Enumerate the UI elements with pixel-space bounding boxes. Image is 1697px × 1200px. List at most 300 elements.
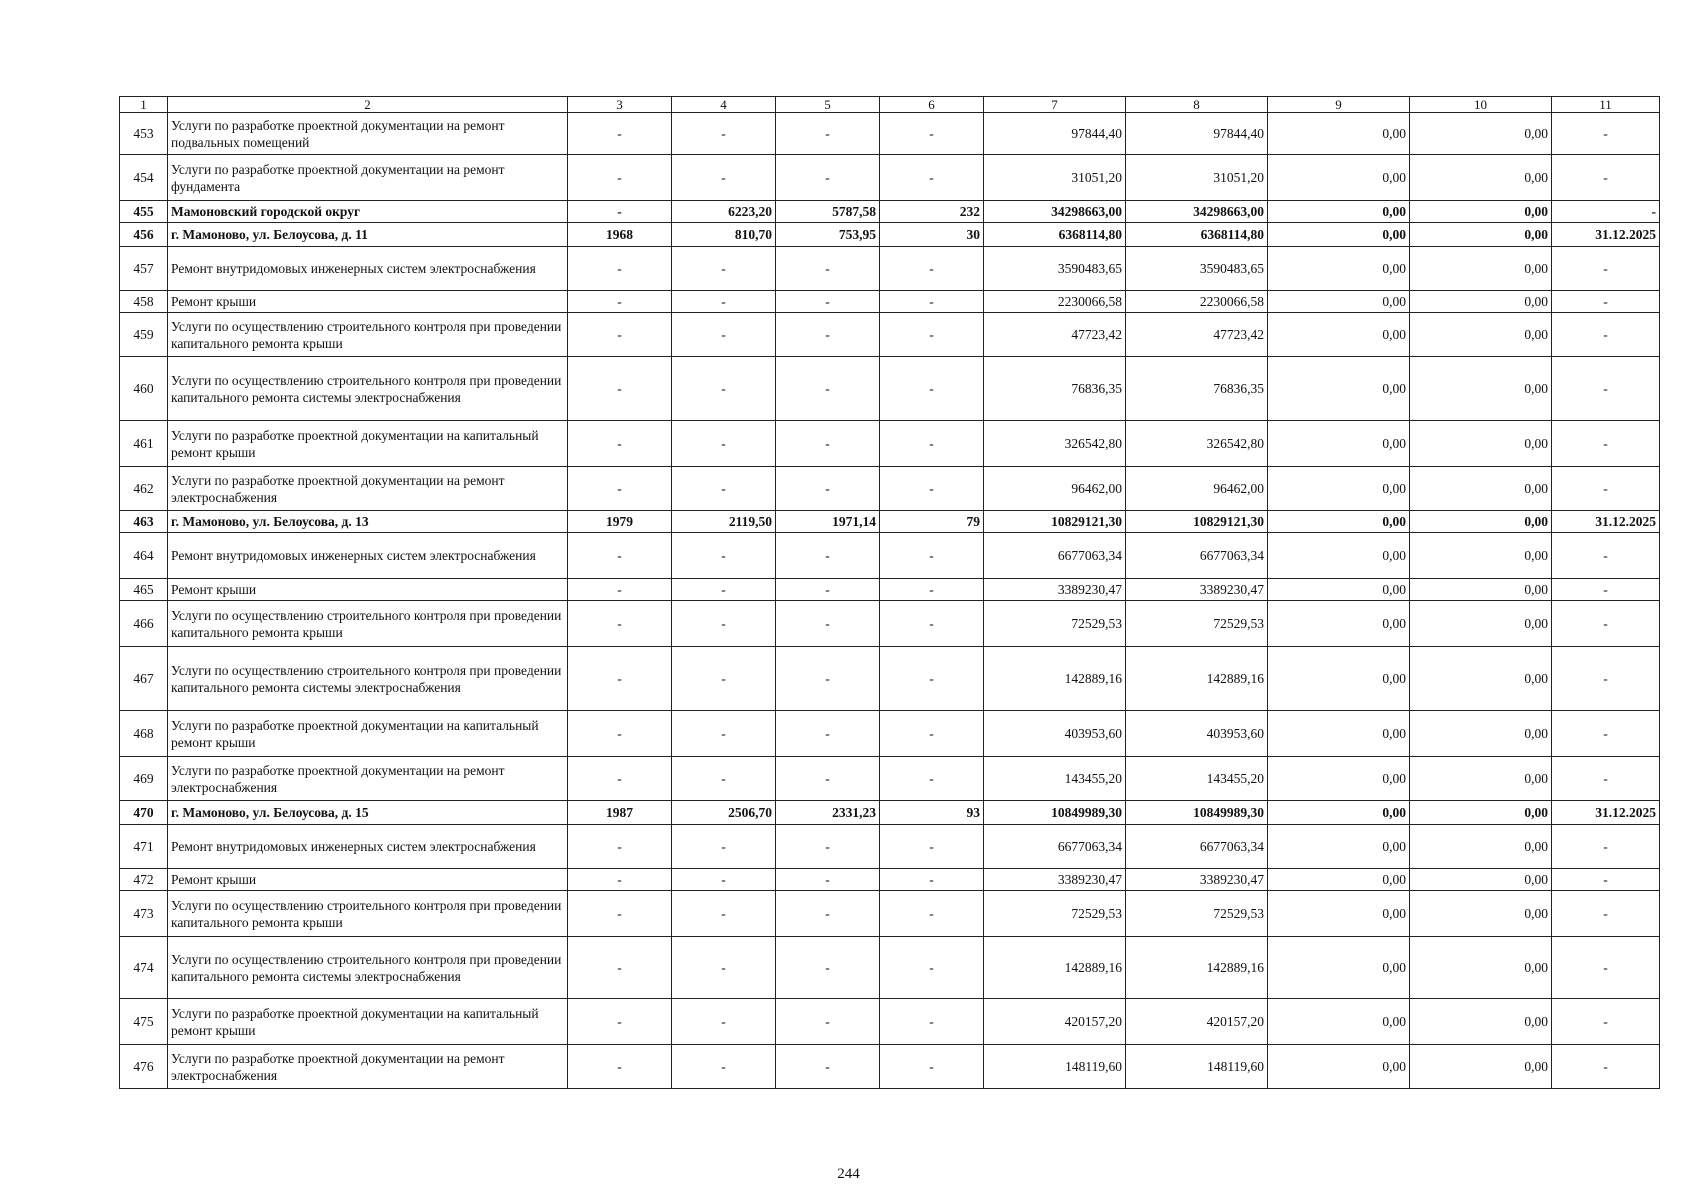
area-living-cell: - [776,113,880,155]
deadline-cell: - [1552,357,1660,421]
cost-budget-cell: 0,00 [1268,155,1410,201]
row-number-cell: 458 [120,291,168,313]
row-number-cell: 462 [120,467,168,511]
cost-owners-cell: 0,00 [1410,247,1552,291]
cost-fund-cell: 148119,60 [1126,1045,1268,1089]
cost-fund-cell: 3590483,65 [1126,247,1268,291]
area-living-cell: - [776,891,880,937]
area-total-cell: - [672,999,776,1045]
area-living-cell: - [776,825,880,869]
row-number-cell: 471 [120,825,168,869]
residents-cell: 30 [880,223,984,247]
row-number-cell: 473 [120,891,168,937]
cost-fund-cell: 96462,00 [1126,467,1268,511]
year-cell: - [568,247,672,291]
area-total-cell: - [672,357,776,421]
cost-owners-cell: 0,00 [1410,891,1552,937]
cost-fund-cell: 72529,53 [1126,891,1268,937]
cost-owners-cell: 0,00 [1410,801,1552,825]
cost-owners-cell: 0,00 [1410,201,1552,223]
cost-owners-cell: 0,00 [1410,711,1552,757]
year-cell: - [568,155,672,201]
cost-fund-cell: 6677063,34 [1126,825,1268,869]
column-header: 6 [880,97,984,113]
cost-fund-cell: 6368114,80 [1126,223,1268,247]
row-number-cell: 474 [120,937,168,999]
cost-fund-cell: 142889,16 [1126,647,1268,711]
cost-owners-cell: 0,00 [1410,937,1552,999]
area-living-cell: - [776,937,880,999]
cost-fund-cell: 2230066,58 [1126,291,1268,313]
work-name-cell: г. Мамоново, ул. Белоусова, д. 15 [168,801,568,825]
column-header: 4 [672,97,776,113]
year-cell: - [568,1045,672,1089]
work-name-cell: Услуги по осуществлению строительного контроля при проведении капитального ремонта крыши [168,601,568,647]
work-name-cell: Услуги по осуществлению строительного контроля при проведении капитального ремонта системы электроснабжения [168,937,568,999]
cost-budget-cell: 0,00 [1268,757,1410,801]
column-header: 7 [984,97,1126,113]
residents-cell: - [880,155,984,201]
table-row [120,113,1660,155]
cost-total-cell: 142889,16 [984,937,1126,999]
year-cell: 1987 [568,801,672,825]
cost-budget-cell: 0,00 [1268,223,1410,247]
table-row [120,801,1660,825]
cost-budget-cell: 0,00 [1268,511,1410,533]
deadline-cell: - [1552,937,1660,999]
table-row [120,201,1660,223]
area-total-cell: - [672,647,776,711]
work-name-cell: Ремонт внутридомовых инженерных систем электроснабжения [168,533,568,579]
cost-fund-cell: 76836,35 [1126,357,1268,421]
area-total-cell: - [672,467,776,511]
cost-owners-cell: 0,00 [1410,579,1552,601]
cost-total-cell: 148119,60 [984,1045,1126,1089]
table-row [120,601,1660,647]
cost-budget-cell: 0,00 [1268,291,1410,313]
work-name-cell: Ремонт внутридомовых инженерных систем электроснабжения [168,247,568,291]
cost-owners-cell: 0,00 [1410,467,1552,511]
cost-budget-cell: 0,00 [1268,357,1410,421]
cost-owners-cell: 0,00 [1410,511,1552,533]
area-living-cell: - [776,155,880,201]
area-total-cell: - [672,533,776,579]
row-number-cell: 468 [120,711,168,757]
work-name-cell: Услуги по разработке проектной документации на капитальный ремонт крыши [168,999,568,1045]
table-row [120,579,1660,601]
cost-owners-cell: 0,00 [1410,223,1552,247]
cost-total-cell: 76836,35 [984,357,1126,421]
cost-budget-cell: 0,00 [1268,1045,1410,1089]
row-number-cell: 469 [120,757,168,801]
table-row [120,937,1660,999]
residents-cell: - [880,647,984,711]
column-header: 11 [1552,97,1660,113]
residents-cell: - [880,825,984,869]
deadline-cell: - [1552,155,1660,201]
cost-owners-cell: 0,00 [1410,421,1552,467]
deadline-cell: - [1552,757,1660,801]
row-number-cell: 453 [120,113,168,155]
row-number-cell: 465 [120,579,168,601]
cost-owners-cell: 0,00 [1410,155,1552,201]
cost-budget-cell: 0,00 [1268,999,1410,1045]
cost-owners-cell: 0,00 [1410,757,1552,801]
year-cell: - [568,601,672,647]
area-total-cell: - [672,313,776,357]
cost-total-cell: 34298663,00 [984,201,1126,223]
row-number-cell: 472 [120,869,168,891]
deadline-cell: - [1552,891,1660,937]
area-living-cell: - [776,711,880,757]
cost-total-cell: 97844,40 [984,113,1126,155]
table-row [120,511,1660,533]
work-name-cell: Услуги по осуществлению строительного контроля при проведении капитального ремонта системы электроснабжения [168,357,568,421]
residents-cell: - [880,421,984,467]
deadline-cell: - [1552,113,1660,155]
cost-fund-cell: 3389230,47 [1126,869,1268,891]
area-living-cell: - [776,357,880,421]
area-total-cell: 810,70 [672,223,776,247]
cost-total-cell: 6677063,34 [984,825,1126,869]
table-row [120,825,1660,869]
deadline-cell: - [1552,421,1660,467]
work-name-cell: Ремонт внутридомовых инженерных систем электроснабжения [168,825,568,869]
deadline-cell: - [1552,247,1660,291]
column-header: 10 [1410,97,1552,113]
cost-total-cell: 3389230,47 [984,579,1126,601]
deadline-cell: - [1552,579,1660,601]
year-cell: - [568,357,672,421]
row-number-cell: 467 [120,647,168,711]
residents-cell: - [880,467,984,511]
year-cell: - [568,291,672,313]
page-number: 244 [837,1166,860,1182]
area-living-cell: - [776,869,880,891]
cost-budget-cell: 0,00 [1268,601,1410,647]
area-living-cell: 2331,23 [776,801,880,825]
table-body [120,97,1660,1089]
deadline-cell: - [1552,711,1660,757]
residents-cell: - [880,357,984,421]
area-living-cell: - [776,313,880,357]
area-living-cell: - [776,421,880,467]
area-living-cell: - [776,247,880,291]
deadline-cell: - [1552,647,1660,711]
cost-fund-cell: 10829121,30 [1126,511,1268,533]
work-name-cell: Услуги по разработке проектной документации на ремонт электроснабжения [168,757,568,801]
table-row [120,291,1660,313]
cost-budget-cell: 0,00 [1268,421,1410,467]
year-cell: - [568,533,672,579]
area-total-cell: - [672,711,776,757]
area-living-cell: - [776,1045,880,1089]
year-cell: 1979 [568,511,672,533]
area-total-cell: - [672,247,776,291]
row-number-cell: 461 [120,421,168,467]
cost-total-cell: 6368114,80 [984,223,1126,247]
area-total-cell: - [672,869,776,891]
cost-budget-cell: 0,00 [1268,891,1410,937]
year-cell: - [568,201,672,223]
residents-cell: 93 [880,801,984,825]
row-number-cell: 463 [120,511,168,533]
year-cell: - [568,937,672,999]
deadline-cell: - [1552,313,1660,357]
cost-total-cell: 3590483,65 [984,247,1126,291]
area-living-cell: - [776,579,880,601]
row-number-cell: 464 [120,533,168,579]
deadline-cell: - [1552,467,1660,511]
deadline-cell: - [1552,1045,1660,1089]
table-row [120,247,1660,291]
column-header: 1 [120,97,168,113]
cost-budget-cell: 0,00 [1268,711,1410,757]
cost-fund-cell: 326542,80 [1126,421,1268,467]
cost-owners-cell: 0,00 [1410,291,1552,313]
residents-cell: - [880,999,984,1045]
row-number-cell: 466 [120,601,168,647]
table-row [120,999,1660,1045]
year-cell: - [568,113,672,155]
residents-cell: - [880,579,984,601]
area-total-cell: - [672,825,776,869]
deadline-cell: 31.12.2025 [1552,223,1660,247]
cost-budget-cell: 0,00 [1268,533,1410,579]
area-living-cell: - [776,999,880,1045]
cost-total-cell: 403953,60 [984,711,1126,757]
deadline-cell: - [1552,825,1660,869]
year-cell: 1968 [568,223,672,247]
area-total-cell: 2506,70 [672,801,776,825]
column-header: 2 [168,97,568,113]
table-row [120,757,1660,801]
cost-fund-cell: 10849989,30 [1126,801,1268,825]
cost-total-cell: 10829121,30 [984,511,1126,533]
table-row [120,891,1660,937]
area-living-cell: 5787,58 [776,201,880,223]
cost-total-cell: 420157,20 [984,999,1126,1045]
area-living-cell: - [776,601,880,647]
area-total-cell: - [672,421,776,467]
area-living-cell: - [776,533,880,579]
cost-owners-cell: 0,00 [1410,533,1552,579]
area-total-cell: - [672,291,776,313]
year-cell: - [568,999,672,1045]
column-header: 8 [1126,97,1268,113]
data-table [119,96,1660,1089]
residents-cell: - [880,757,984,801]
residents-cell: 232 [880,201,984,223]
cost-fund-cell: 31051,20 [1126,155,1268,201]
area-total-cell: - [672,757,776,801]
table-row [120,421,1660,467]
column-header: 5 [776,97,880,113]
cost-budget-cell: 0,00 [1268,647,1410,711]
area-total-cell: - [672,891,776,937]
area-total-cell: - [672,937,776,999]
row-number-cell: 460 [120,357,168,421]
work-name-cell: Ремонт крыши [168,579,568,601]
deadline-cell: - [1552,869,1660,891]
cost-fund-cell: 72529,53 [1126,601,1268,647]
cost-fund-cell: 34298663,00 [1126,201,1268,223]
cost-owners-cell: 0,00 [1410,1045,1552,1089]
row-number-cell: 475 [120,999,168,1045]
area-living-cell: - [776,757,880,801]
cost-budget-cell: 0,00 [1268,313,1410,357]
deadline-cell: - [1552,999,1660,1045]
year-cell: - [568,757,672,801]
cost-total-cell: 143455,20 [984,757,1126,801]
area-total-cell: - [672,601,776,647]
cost-budget-cell: 0,00 [1268,869,1410,891]
work-name-cell: Услуги по разработке проектной документации на капитальный ремонт крыши [168,421,568,467]
deadline-cell: - [1552,533,1660,579]
cost-total-cell: 6677063,34 [984,533,1126,579]
year-cell: - [568,647,672,711]
table-row [120,533,1660,579]
residents-cell: - [880,313,984,357]
cost-fund-cell: 143455,20 [1126,757,1268,801]
cost-fund-cell: 403953,60 [1126,711,1268,757]
area-living-cell: - [776,647,880,711]
cost-total-cell: 3389230,47 [984,869,1126,891]
work-name-cell: Услуги по разработке проектной документации на ремонт фундамента [168,155,568,201]
deadline-cell: - [1552,201,1660,223]
area-total-cell: 2119,50 [672,511,776,533]
area-living-cell: 1971,14 [776,511,880,533]
cost-total-cell: 10849989,30 [984,801,1126,825]
cost-total-cell: 31051,20 [984,155,1126,201]
cost-total-cell: 142889,16 [984,647,1126,711]
work-name-cell: Услуги по разработке проектной документации на ремонт подвальных помещений [168,113,568,155]
cost-budget-cell: 0,00 [1268,801,1410,825]
residents-cell: - [880,711,984,757]
work-name-cell: г. Мамоново, ул. Белоусова, д. 13 [168,511,568,533]
year-cell: - [568,421,672,467]
cost-total-cell: 72529,53 [984,891,1126,937]
cost-total-cell: 326542,80 [984,421,1126,467]
deadline-cell: 31.12.2025 [1552,801,1660,825]
residents-cell: - [880,1045,984,1089]
row-number-cell: 457 [120,247,168,291]
residents-cell: 79 [880,511,984,533]
work-name-cell: Ремонт крыши [168,869,568,891]
cost-owners-cell: 0,00 [1410,999,1552,1045]
cost-budget-cell: 0,00 [1268,201,1410,223]
area-living-cell: - [776,467,880,511]
row-number-cell: 470 [120,801,168,825]
table-row [120,647,1660,711]
row-number-cell: 455 [120,201,168,223]
cost-budget-cell: 0,00 [1268,247,1410,291]
residents-cell: - [880,247,984,291]
cost-budget-cell: 0,00 [1268,937,1410,999]
cost-owners-cell: 0,00 [1410,313,1552,357]
cost-total-cell: 2230066,58 [984,291,1126,313]
year-cell: - [568,891,672,937]
area-living-cell: 753,95 [776,223,880,247]
year-cell: - [568,825,672,869]
area-total-cell: - [672,113,776,155]
column-header: 3 [568,97,672,113]
year-cell: - [568,579,672,601]
work-name-cell: Услуги по разработке проектной документации на капитальный ремонт крыши [168,711,568,757]
column-header: 9 [1268,97,1410,113]
residents-cell: - [880,601,984,647]
cost-fund-cell: 97844,40 [1126,113,1268,155]
area-total-cell: 6223,20 [672,201,776,223]
residents-cell: - [880,869,984,891]
deadline-cell: 31.12.2025 [1552,511,1660,533]
work-name-cell: г. Мамоново, ул. Белоусова, д. 11 [168,223,568,247]
deadline-cell: - [1552,291,1660,313]
area-total-cell: - [672,579,776,601]
table-row [120,313,1660,357]
cost-budget-cell: 0,00 [1268,467,1410,511]
cost-budget-cell: 0,00 [1268,113,1410,155]
table-row [120,155,1660,201]
year-cell: - [568,313,672,357]
cost-owners-cell: 0,00 [1410,869,1552,891]
work-name-cell: Услуги по осуществлению строительного контроля при проведении капитального ремонта крыши [168,891,568,937]
residents-cell: - [880,113,984,155]
work-name-cell: Услуги по осуществлению строительного контроля при проведении капитального ремонта системы электроснабжения [168,647,568,711]
table-row [120,1045,1660,1089]
cost-owners-cell: 0,00 [1410,357,1552,421]
cost-fund-cell: 6677063,34 [1126,533,1268,579]
cost-budget-cell: 0,00 [1268,579,1410,601]
cost-budget-cell: 0,00 [1268,825,1410,869]
cost-owners-cell: 0,00 [1410,113,1552,155]
year-cell: - [568,467,672,511]
table-row [120,223,1660,247]
cost-total-cell: 96462,00 [984,467,1126,511]
cost-owners-cell: 0,00 [1410,601,1552,647]
cost-total-cell: 72529,53 [984,601,1126,647]
cost-fund-cell: 420157,20 [1126,999,1268,1045]
cost-owners-cell: 0,00 [1410,825,1552,869]
area-total-cell: - [672,1045,776,1089]
year-cell: - [568,869,672,891]
cost-fund-cell: 47723,42 [1126,313,1268,357]
residents-cell: - [880,937,984,999]
table-row [120,467,1660,511]
cost-owners-cell: 0,00 [1410,647,1552,711]
residents-cell: - [880,291,984,313]
row-number-cell: 456 [120,223,168,247]
cost-fund-cell: 142889,16 [1126,937,1268,999]
work-name-cell: Услуги по осуществлению строительного контроля при проведении капитального ремонта крыши [168,313,568,357]
area-total-cell: - [672,155,776,201]
row-number-cell: 459 [120,313,168,357]
work-name-cell: Услуги по разработке проектной документации на ремонт электроснабжения [168,1045,568,1089]
table-row [120,869,1660,891]
work-name-cell: Ремонт крыши [168,291,568,313]
deadline-cell: - [1552,601,1660,647]
row-number-cell: 476 [120,1045,168,1089]
table-row [120,357,1660,421]
residents-cell: - [880,891,984,937]
table-row [120,711,1660,757]
work-name-cell: Мамоновский городской округ [168,201,568,223]
area-living-cell: - [776,291,880,313]
row-number-cell: 454 [120,155,168,201]
cost-fund-cell: 3389230,47 [1126,579,1268,601]
residents-cell: - [880,533,984,579]
year-cell: - [568,711,672,757]
